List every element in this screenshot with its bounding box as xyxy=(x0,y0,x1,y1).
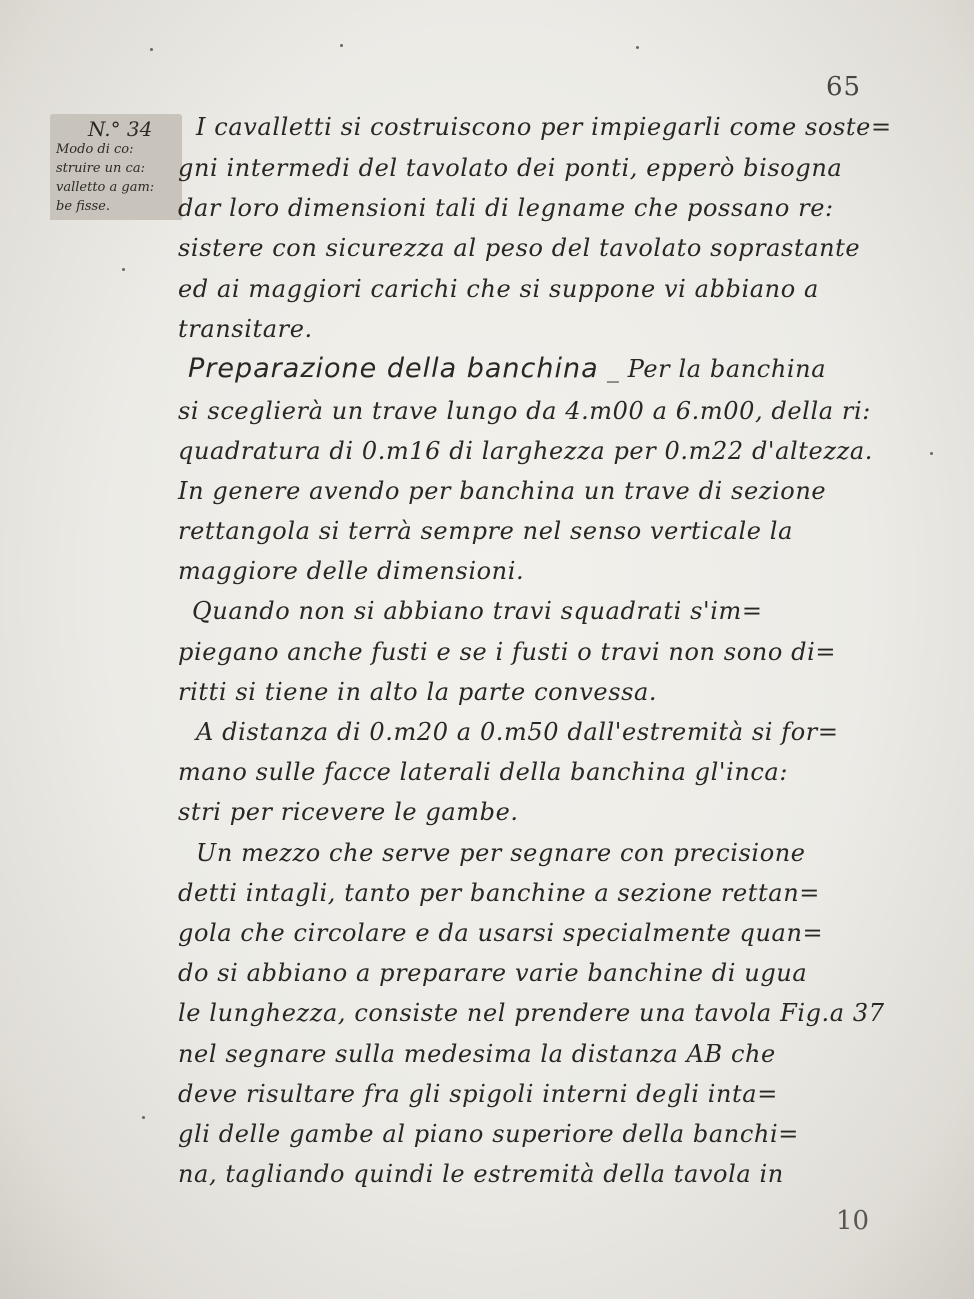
text-line: transitare. xyxy=(178,315,313,343)
margin-note-line: be fisse. xyxy=(56,199,110,214)
text-line xyxy=(188,354,826,384)
text-line: gni intermedi del tavolato dei ponti, epperò bisogna xyxy=(178,154,843,182)
text-line: Un mezzo che serve per segnare con precisione xyxy=(196,839,806,867)
margin-note-line: valletto a gam: xyxy=(56,180,155,195)
text-line: ritti si tiene in alto la parte convessa. xyxy=(178,678,658,706)
text-line: na, tagliando quindi le estremità della tavola in xyxy=(178,1160,784,1188)
text-line: gli delle gambe al piano superiore della banchi= xyxy=(178,1120,799,1148)
text-line: maggiore delle dimensioni. xyxy=(178,557,525,585)
paper-speck xyxy=(142,1116,145,1119)
paper-speck xyxy=(930,452,933,455)
text-line: Quando non si abbiano travi squadrati s'im= xyxy=(192,597,763,625)
text-line: detti intagli, tanto per banchine a sezione rettan= xyxy=(178,879,820,907)
margin-note-line: struire un ca: xyxy=(56,161,145,176)
text-line: deve risultare fra gli spigoli interni degli inta= xyxy=(178,1080,778,1108)
text-line: gola che circolare e da usarsi specialmente quan= xyxy=(178,919,824,947)
page-number: 65 xyxy=(826,72,862,102)
text-line: stri per ricevere le gambe. xyxy=(178,798,519,826)
text-line: quadratura di 0.m16 di larghezza per 0.m22 d'altezza. xyxy=(178,437,873,465)
text-line: mano sulle facce laterali della banchina gl'inca: xyxy=(178,758,789,786)
text-line: do si abbiano a preparare varie banchine di ugua xyxy=(178,959,808,987)
text-line: In genere avendo per banchina un trave di sezione xyxy=(178,477,827,505)
bottom-page-mark: 10 xyxy=(836,1206,870,1236)
paper-speck xyxy=(636,46,639,49)
text-line: A distanza di 0.m20 a 0.m50 dall'estremità si for= xyxy=(196,718,839,746)
text-line: nel segnare sulla medesima la distanza AB che xyxy=(178,1040,776,1068)
text-line-continuation: _ Per la banchina xyxy=(606,355,827,383)
text-line: rettangola si terrà sempre nel senso verticale la xyxy=(178,517,793,545)
margin-note-line: Modo di co: xyxy=(56,142,134,157)
text-line: I cavalletti si costruiscono per impiegarli come soste= xyxy=(196,113,892,141)
text-line: ed ai maggiori carichi che si suppone vi abbiano a xyxy=(178,275,819,303)
paper-speck xyxy=(150,48,153,51)
section-heading: Preparazione della banchina xyxy=(188,353,599,384)
paper-speck xyxy=(340,44,343,47)
text-line: sistere con sicurezza al peso del tavolato soprastante xyxy=(178,234,861,262)
text-line: si sceglierà un trave lungo da 4.m00 a 6.m00, della ri: xyxy=(178,397,871,425)
text-line: piegano anche fusti e se i fusti o travi non sono di= xyxy=(178,638,837,666)
text-line: dar loro dimensioni tali di legname che possano re: xyxy=(178,194,834,222)
paper-speck xyxy=(122,268,125,271)
text-line: le lunghezza, consiste nel prendere una tavola Fig.a 37 xyxy=(178,999,885,1027)
margin-note-number: N.° 34 xyxy=(88,117,153,141)
